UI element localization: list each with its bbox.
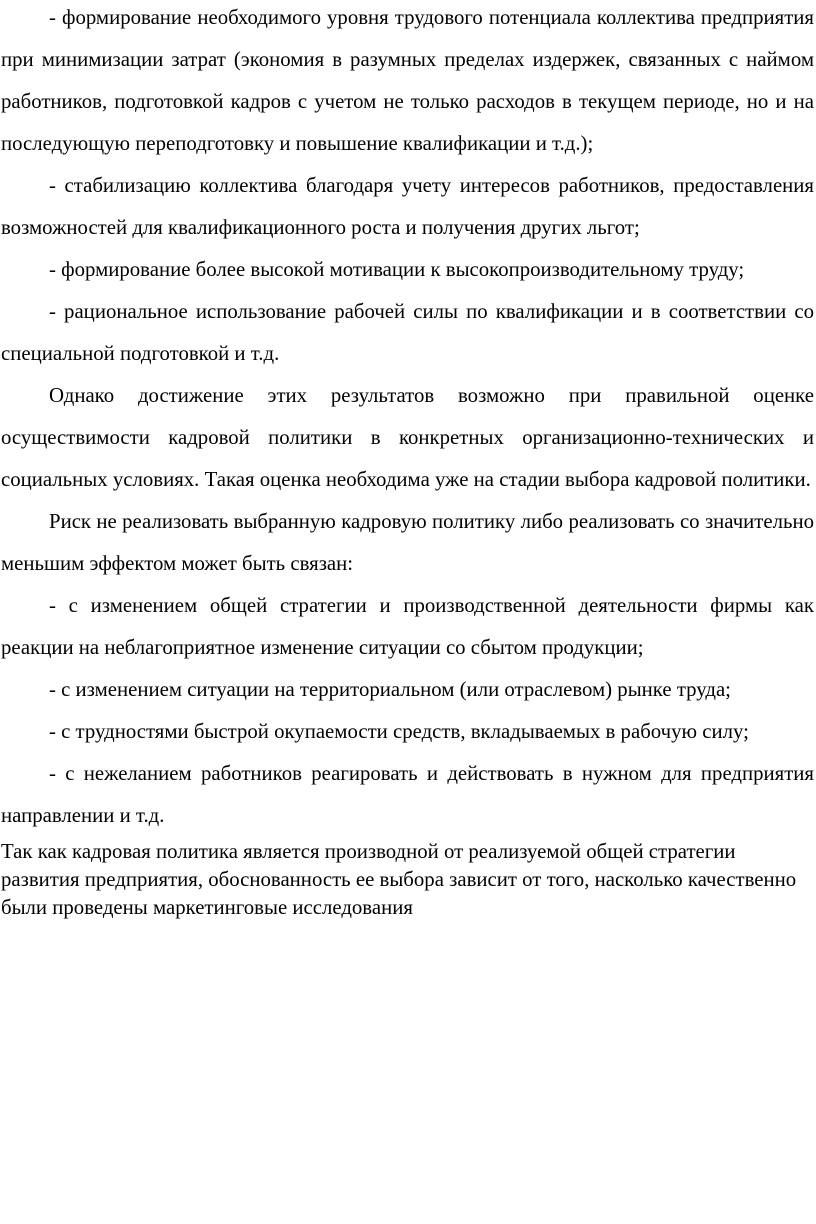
paragraph-risk-payback: - с трудностями быстрой окупаемости средств, вкладываемых в рабочую силу; [49,720,749,743]
paragraph-team-stabilization: - стабилизацию коллектива благодаря учету интересов работников, предоставления возможностей для квалификационного роста и получения других льгот; [1,174,814,239]
paragraph-risk-intro: Риск не реализовать выбранную кадровую политику либо реализовать со значительно меньшим эффектом может быть связан: [1,510,814,575]
paragraph-strategy-derivative: Так как кадровая политика является производной от реализуемой общей стратегии развития предприятия, обоснованность ее выбора зависит от того, насколько качественно были проведены маркетинговые исследования [1,840,797,919]
paragraph-feasibility-assessment: Однако достижение этих результатов возможно при правильной оценке осуществимости кадровой политики в конкретных организационно-технических и социальных условиях. Такая оценка необходима уже на стадии выбора кадровой политики. [1,384,814,491]
paragraph-risk-reluctance: - с нежеланием работников реагировать и действовать в нужном для предприятия направлении и т.д. [1,762,814,827]
paragraph-rational-use: - рациональное использование рабочей силы по квалификации и в соответствии со специальной подготовкой и т.д. [1,300,814,365]
paragraph-workforce-potential: - формирование необходимого уровня трудового потенциала коллектива предприятия при минимизации затрат (экономия в разумных пределах издержек, связанных с наймом работников, подготовкой кадров с учетом не только расходов в текущем периоде, но и на последующую переподготовку и повышение квалификации и т.д.); [1,6,814,155]
paragraph-risk-strategy-change: - с изменением общей стратегии и производственной деятельности фирмы как реакции на неблагоприятное изменение ситуации со сбытом продукции; [1,594,814,659]
paragraph-risk-labor-market: - с изменением ситуации на территориальном (или отраслевом) рынке труда; [49,678,731,701]
paragraph-motivation: - формирование более высокой мотивации к высокопроизводительному труду; [49,258,745,281]
